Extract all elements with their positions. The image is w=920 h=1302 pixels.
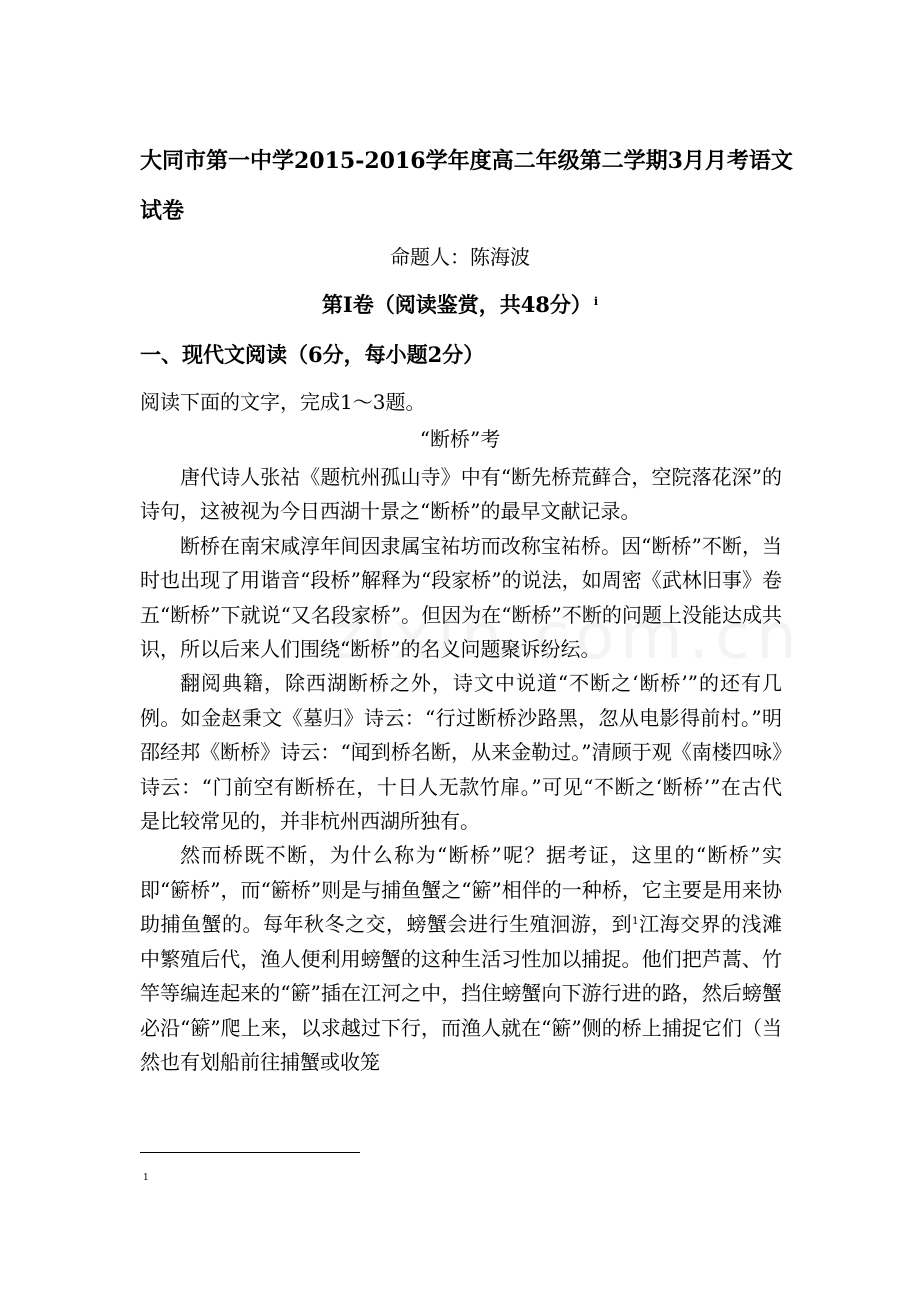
article-title: “断桥”考 (419, 427, 501, 451)
paragraph-3: 翻阅典籍，除西湖断桥之外，诗文中说道“不断之‘断桥’”的还有几例。如金赵秉文《墓归》诗云：“行过断桥沙路黑，忽从电影得前村。”明邵经邦《断桥》诗云：“闻到桥名断，从来金勒过。”清顾于观《南楼四咏》诗云：“门前空有断桥在，十日人无款竹扉。”可见“不断之‘断桥’”在古代是比较常见的，并非杭州西湖所独有。 (140, 671, 782, 834)
part-heading-note: i (593, 295, 599, 308)
paragraph-4 (140, 838, 782, 1079)
paragraph-4-part-1: 然而桥既不断，为什么称为“断桥”呢？据考证，这里的“断桥”实即“簖桥”，而“簖桥”则是与捕鱼蟹之“簖”相伴的一种桥，它主要是用来协助捕鱼蟹的。每年秋冬之交，螃蟹会进行生殖洄游，到 (140, 843, 782, 937)
paragraph-2: 断桥在南宋咸淳年间因隶属宝祐坊而改称宝祐桥。因“断桥”不断，当时也出现了用谐音“段桥”解释为“段家桥”的说法，如周密《武林旧事》卷五“断桥”下就说“又名段家桥”。但因为在“断桥”不断的问题上没能达成共识，所以后来人们围绕“断桥”的名义问题聚诉纷纭。 (140, 533, 782, 662)
footnote-divider (140, 1152, 360, 1153)
exam-title-line-2: 试卷 (140, 198, 185, 224)
article-body (140, 460, 782, 1079)
footnote-number: 1 (143, 1173, 149, 1183)
exam-title-line-1: 大同市第一中学2015-2016学年度高二年级第二学期3月月考语文 (140, 148, 793, 174)
section-heading: 一、现代文阅读（6分，每小题2分） (140, 342, 485, 367)
part-heading-text: 第Ⅰ卷（阅读鉴赏，共48分） (321, 292, 592, 317)
paragraph-4-part-2: 江海交界的浅滩中繁殖后代，渔人便利用螃蟹的这种生活习性加以捕捉。他们把芦蒿、竹竿等编连起来的“簖”插在江河之中，挡住螃蟹向下游行进的路，然后螃蟹必沿“簖”爬上来，以求越过下行，而渔人就在“簖”侧的桥上捕捉它们（当然也有划船前往捕蟹或收笼 (140, 912, 783, 1074)
author-line: 命题人：陈海波 (390, 245, 530, 269)
part-heading (0, 293, 920, 317)
reading-instruction: 阅读下面的文字，完成1～3题。 (140, 390, 426, 414)
footnote-reference[interactable]: 1 (632, 916, 639, 928)
paragraph-1: 唐代诗人张祜《题杭州孤山寺》中有“断先桥荒藓合，空院落花深”的诗句，这被视为今日西湖十景之“断桥”的最早文献记录。 (140, 465, 782, 524)
